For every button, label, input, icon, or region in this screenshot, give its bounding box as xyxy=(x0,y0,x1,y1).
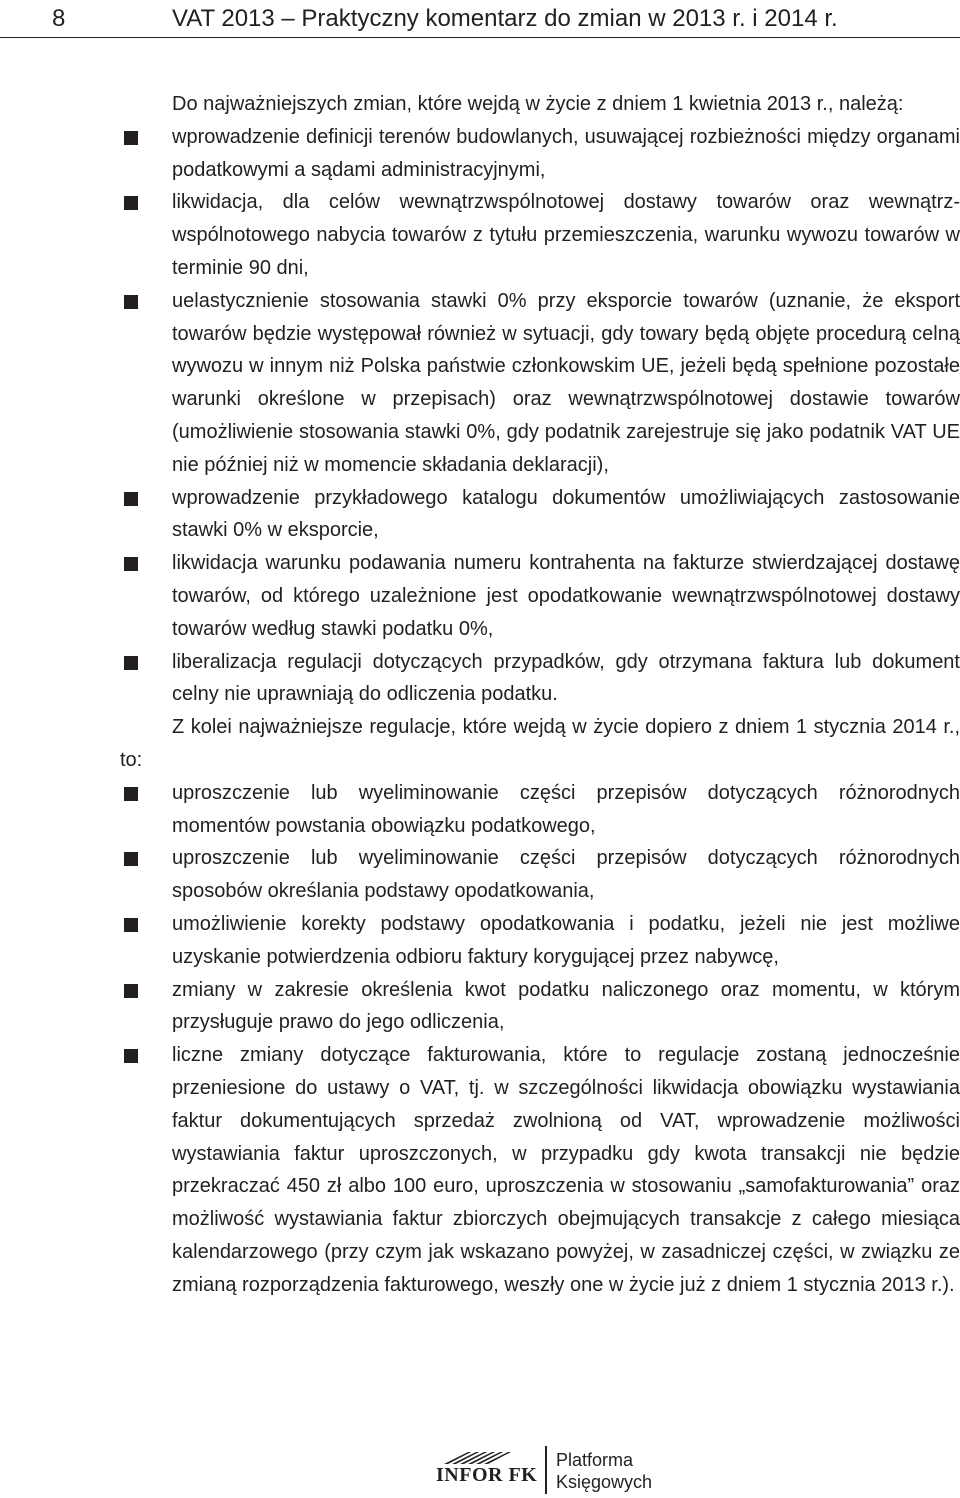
square-bullet-icon xyxy=(124,492,138,506)
list-item xyxy=(120,547,960,645)
header-rule xyxy=(0,37,960,38)
list-item xyxy=(120,908,960,974)
square-bullet-icon xyxy=(124,787,138,801)
platform-label: Platforma xyxy=(556,1450,634,1470)
intro-paragraph-2014: Z kolei najważniejsze regulacje, które wejdą w życie dopiero z dniem 1 stycznia 2014 r., to: xyxy=(120,716,960,771)
square-bullet-icon xyxy=(124,656,138,670)
list-item-text: liczne zmiany dotyczące fakturowania, które to regulacje zostaną jednocześnie przeniesione do ustawy o VAT, tj. w szczególności likwidacja obowiązku wystawiania faktur dokumentujących sprzedaż zwolnioną od VAT, wprowadzenie możliwości wystawiania faktur uproszczonych, w przypadku gdy kwota transakcji nie będzie przekraczać 450 zł albo 100 euro, uproszczenia w stosowaniu „samofakturowania” oraz możliwość wystawiania faktur zbiorczych obejmujących transakcje z całego miesiąca kalendarzowego (przy czym jak wskazano powyżej, w zasadniczej części, w związku ze zmianą rozporządzenia fakturowego, weszły one w życie już z dniem 1 stycznia 2013 r.). xyxy=(172,1044,960,1296)
intro-paragraph-2013: Do najważniejszych zmian, które wejdą w życie z dniem 1 kwietnia 2013 r., należą: xyxy=(172,93,904,115)
square-bullet-icon xyxy=(124,295,138,309)
list-item xyxy=(120,974,960,1040)
list-item-text: likwidacja, dla celów wewnątrzwspólnotowej dostawy towarów oraz wewnątrzwspólnotowego nabycia towarów z tytułu przemieszczenia, warunku wywozu towarów w terminie 90 dni, xyxy=(172,191,960,279)
list-item-text: uproszczenie lub wyeliminowanie części przepisów dotyczących różnorodnych momentów powstania obowiązku podatkowego, xyxy=(172,781,960,837)
list-item-text: likwidacja warunku podawania numeru kontrahenta na fakturze stwierdzającej dostawę towarów, od którego uzależnione jest opodatkowanie wewnątrzwspólnotowej dostawy towarów według stawki podatku 0%, xyxy=(172,552,960,640)
changes-list-2014 xyxy=(120,777,960,1302)
platform-subtitle: Księgowych xyxy=(556,1472,653,1492)
infor-fk-logo: INFOR FK xyxy=(436,1464,538,1486)
square-bullet-icon xyxy=(124,984,138,998)
list-item xyxy=(120,646,960,712)
list-item xyxy=(120,777,960,843)
page-number: 8 xyxy=(52,5,66,32)
list-item-text: liberalizacja regulacji dotyczących przypadków, gdy otrzymana faktura lub dokument celny nie uprawniają do odliczenia podatku. xyxy=(172,650,960,706)
publisher-logo xyxy=(436,1446,666,1496)
list-item-text: uelastycznienie stosowania stawki 0% przy eksporcie towarów (uznanie, że eksport towarów będzie występował również w sytuacji, gdy towary będą objęte procedurą celną wywozu w innym niż Polska państwie członkowskim UE, jeżeli będą spełnione pozostałe warunki określone w przepisach) oraz wewnątrzwspólnotowej dostawie towarów (umożliwienie stosowania stawki 0%, gdy podatnik zarejestruje się jako podatnik VAT UE nie później niż w momencie składania deklaracji), xyxy=(172,289,960,476)
list-item-text: uproszczenie lub wyeliminowanie części przepisów dotyczących różnorodnych sposobów określania podstawy opodatkowania, xyxy=(172,847,960,903)
list-item-text: wprowadzenie definicji terenów budowlanych, usuwającej rozbieżności między organami podatkowymi a sądami administracyjnymi, xyxy=(172,125,960,181)
changes-list-2013 xyxy=(120,121,960,711)
list-item-text: umożliwienie korekty podstawy opodatkowania i podatku, jeżeli nie jest możliwe uzyskanie potwierdzenia odbioru faktury korygującej przez nabywcę, xyxy=(172,912,960,968)
square-bullet-icon xyxy=(124,918,138,932)
body-content xyxy=(120,88,960,1301)
square-bullet-icon xyxy=(124,131,138,145)
list-item-text: zmiany w zakresie określenia kwot podatku naliczonego oraz momentu, w którym przysługuje prawo do jego odliczenia, xyxy=(172,978,960,1034)
header-title: VAT 2013 – Praktyczny komentarz do zmian w 2013 r. i 2014 r. xyxy=(172,5,838,32)
square-bullet-icon xyxy=(124,852,138,866)
running-header xyxy=(0,0,960,44)
list-item xyxy=(120,842,960,908)
list-item xyxy=(120,285,960,482)
list-item-text: wprowadzenie przykładowego katalogu dokumentów umożliwiających zastosowanie stawki 0% w eksporcie, xyxy=(172,486,960,542)
logo-divider xyxy=(545,1446,547,1494)
list-item xyxy=(120,482,960,548)
list-item xyxy=(120,186,960,284)
list-item xyxy=(120,1039,960,1301)
square-bullet-icon xyxy=(124,1049,138,1063)
square-bullet-icon xyxy=(124,196,138,210)
list-item xyxy=(120,121,960,187)
square-bullet-icon xyxy=(124,557,138,571)
